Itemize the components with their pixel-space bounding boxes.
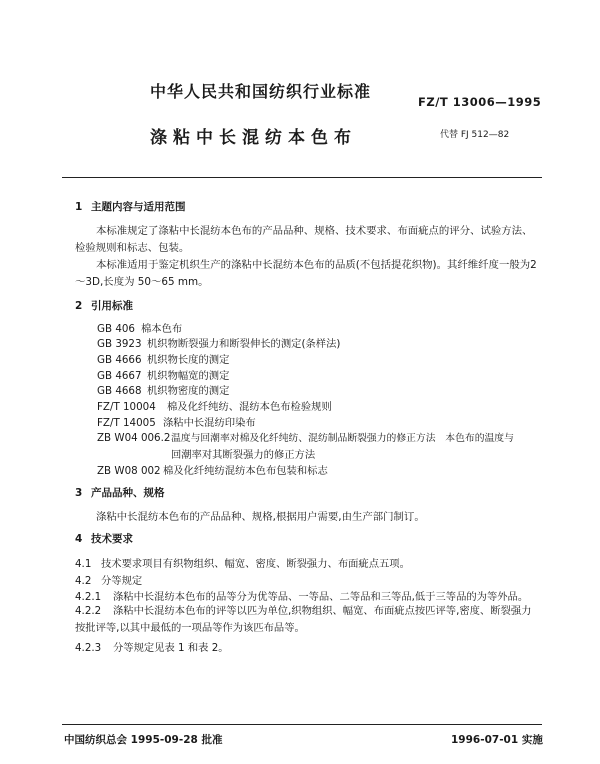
reference-item [97,398,332,413]
section-3-heading [75,485,165,500]
section-1-paragraph-1: 本标准规定了涤粘中长混纺本色布的产品品种、规格、技术要求、布面疵点的评分、试验方法、检验规则和标志、包装。 [75,225,533,254]
reference-item [97,430,514,444]
clause-text: 分等规定 [101,575,143,587]
clause-number: 4.2.3 [75,642,102,654]
effective-date: 1996-07-01 实施 [451,734,543,746]
section-3-paragraph: 涤粘中长混纺本色布的产品品种、规格,根据用户需要,由生产部门制订。 [96,511,425,523]
reference-name: 棉及化纤纯纺、混纺本色布检验规则 [167,401,332,413]
reference-code: ZB W08 002 [97,465,161,477]
issuing-organization: 中华人民共和国纺织行业标准 [150,82,372,101]
section-title: 技术要求 [91,533,133,545]
section-number: 2 [75,300,83,312]
section-title: 产品品种、规格 [91,487,165,499]
reference-item [97,351,229,366]
reference-item [97,367,229,382]
section-1-paragraph-2: 本标准适用于鉴定机织生产的涤粘中长混纺本色布的品质(不包括提花织物)。其纤维纤度一般为2～3D,长度为 50～65 mm。 [75,259,537,288]
section-2-heading [75,298,133,313]
clause-text: 技术要求项目有织物组织、幅宽、密度、断裂强力、布面疵点五项。 [101,558,410,570]
section-1-heading [75,199,186,214]
reference-code: GB 4667 [97,370,142,382]
section-4-heading [75,531,133,546]
reference-name-continued: 回潮率对其断裂强力的修正方法 [171,449,316,461]
clause-4-2-3 [75,639,229,654]
reference-code: GB 4666 [97,354,142,366]
clause-4-1 [75,555,410,570]
reference-code: GB 3923 [97,338,142,350]
reference-name: 棉及化纤纯纺混纺本色布包装和标志 [163,465,328,477]
reference-name: 机织物幅宽的测定 [147,370,230,382]
section-number: 3 [75,487,83,499]
approval-date: 中国纺织总会 1995-09-28 批准 [64,734,223,746]
clause-number: 4.1 [75,558,92,570]
standard-code: FZ/T 13006—1995 [418,95,542,109]
footer-divider [62,724,542,725]
clause-text: 涤粘中长混纺本色布的品等分为优等品、一等品、二等品和三等品,低于三等品的为等外品。 [113,591,529,603]
reference-code: FZ/T 10004 [97,401,156,413]
reference-name: 温度与回潮率对棉及化纤纯纺、混纺制品断裂强力的修正方法 本色布的温度与 [171,433,514,444]
replaces-note: 代替 FJ 512—82 [440,130,510,140]
clause-number: 4.2.1 [75,591,102,603]
reference-code: GB 4668 [97,385,142,397]
clause-text: 涤粘中长混纺本色布的评等以匹为单位,织物组织、幅宽、布面疵点按匹评等,密度、断裂强力按批评等,以其中最低的一项品等作为该匹布品等。 [75,605,532,634]
clause-number: 4.2 [75,575,92,587]
clause-4-2-1 [75,588,528,603]
reference-code: ZB W04 006.2 [97,432,171,444]
section-title: 引用标准 [91,300,133,312]
section-number: 1 [75,201,83,213]
reference-name: 涤粘中长混纺印染布 [163,417,256,429]
reference-code: FZ/T 14005 [97,417,156,429]
reference-item [97,335,340,350]
reference-item [97,382,229,397]
reference-item [97,462,328,477]
reference-name: 棉本色布 [141,323,183,335]
reference-item [97,414,256,429]
reference-name: 机织物密度的测定 [147,385,230,397]
document-title: 涤粘中长混纺本色布 [150,128,357,148]
reference-name: 机织物断裂强力和断裂伸长的测定(条样法) [147,338,341,350]
reference-code: GB 406 [97,323,135,335]
clause-number: 4.2.2 [75,605,102,617]
reference-item [97,320,182,335]
clause-4-2 [75,572,142,587]
section-number: 4 [75,533,83,545]
clause-4-2-2 [75,603,538,637]
reference-name: 机织物长度的测定 [147,354,230,366]
header-divider [62,177,542,178]
section-title: 主题内容与适用范围 [91,201,186,213]
clause-text: 分等规定见表 1 和表 2。 [113,642,229,654]
